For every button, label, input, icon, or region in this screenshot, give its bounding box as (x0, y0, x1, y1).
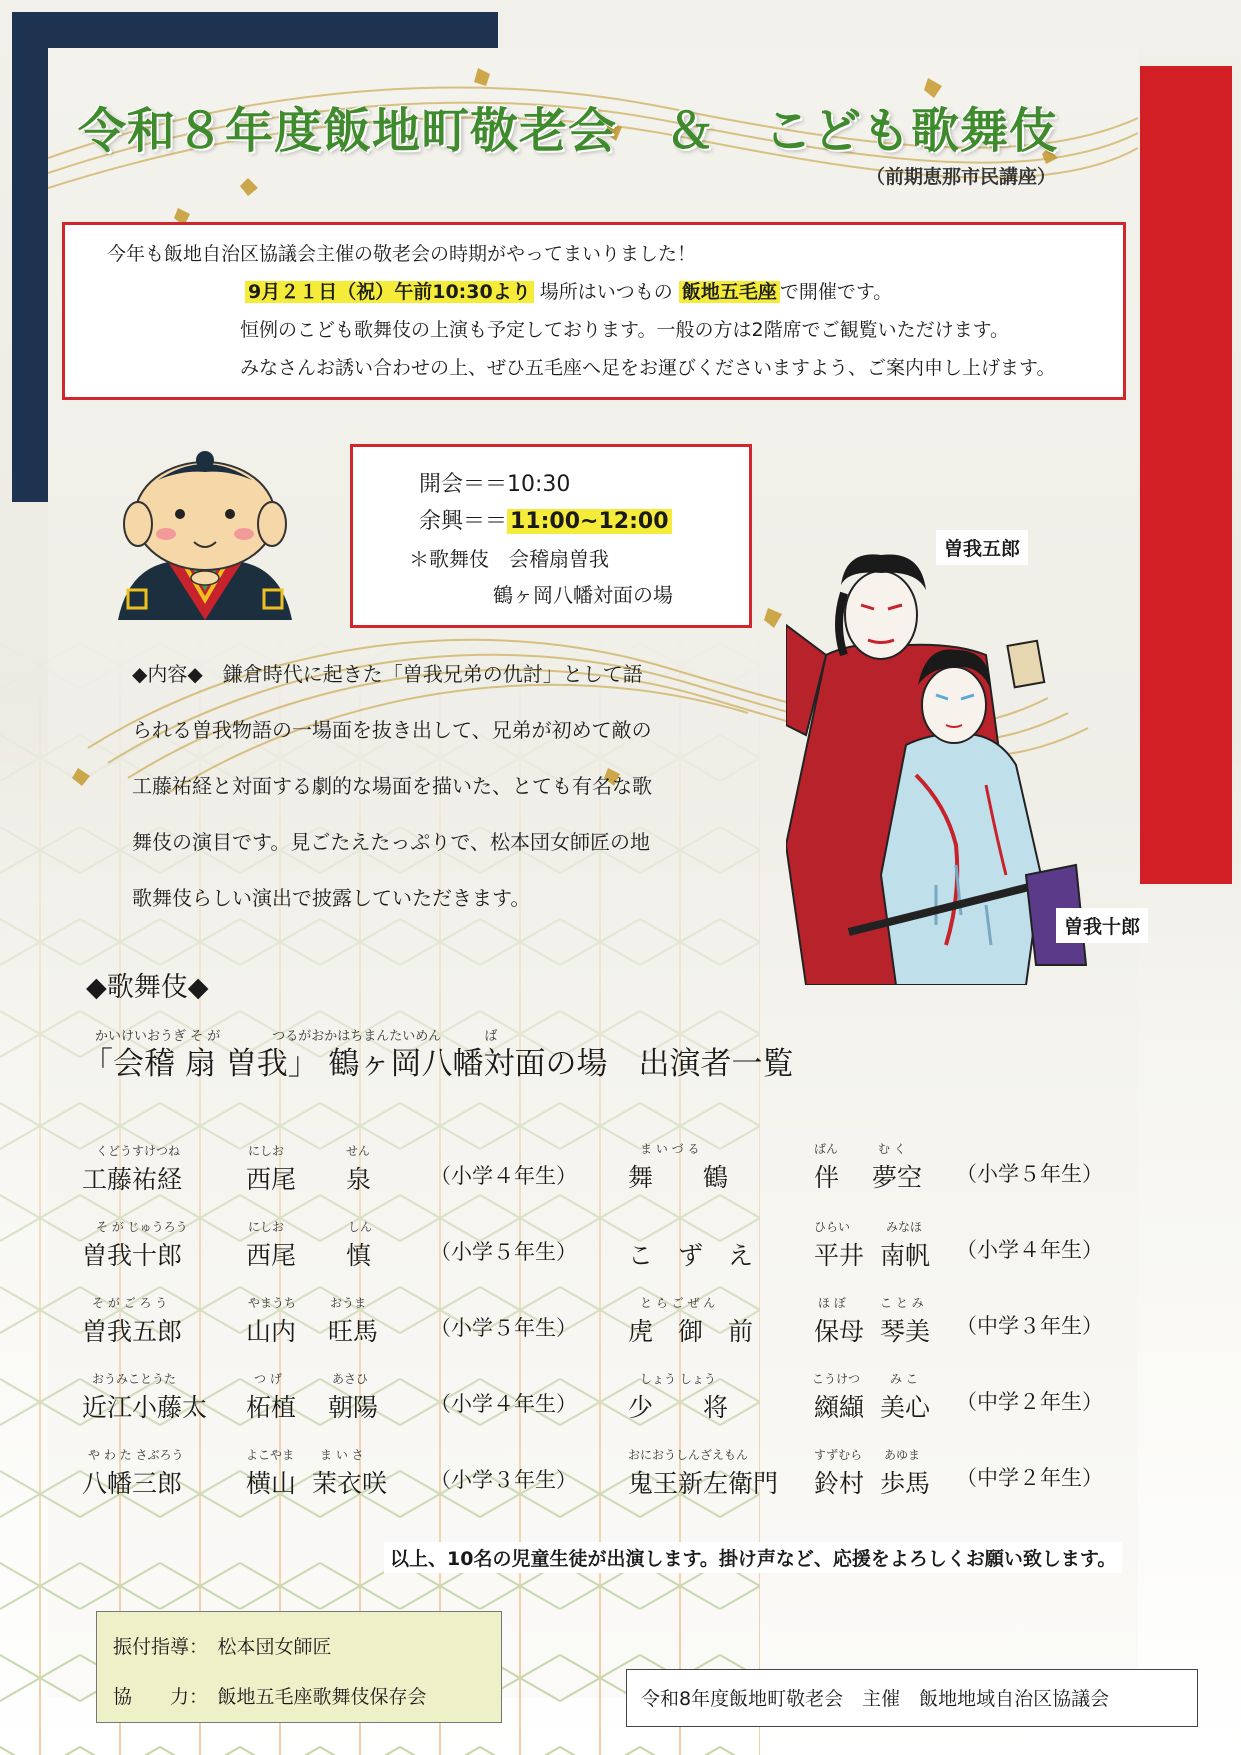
play-line-1: ＊歌舞伎 会稽扇曽我 (409, 547, 609, 571)
cast-family-ruby: ほ ぼ (818, 1296, 846, 1310)
cast-role: 八幡三郎 (82, 1469, 183, 1498)
cast-grade: （小学５年生） (956, 1162, 1103, 1186)
cast-given-ruby: あさひ (332, 1372, 369, 1386)
cast-given-name: 琴美 (880, 1317, 931, 1346)
cast-family-ruby: よこやま (246, 1448, 295, 1462)
cast-given-ruby: せん (346, 1144, 371, 1158)
content-line-4: 舞伎の演目です。見ごたえたっぷりで、松本団女師匠の地 (132, 830, 650, 854)
cast-role-ruby: そ が じゅうろう (96, 1220, 188, 1234)
cast-grade: （小学４年生） (430, 1392, 577, 1416)
intro-line-4: みなさんお誘い合わせの上、ぜひ五毛座へ足をお運びくださいますよう、ご案内申し上げます。 (240, 357, 1056, 379)
content-line-2: られる曽我物語の一場面を抜き出して、兄弟が初めて敵の (132, 718, 652, 742)
cast-role: 近江小藤太 (82, 1393, 208, 1422)
schedule-box (350, 444, 752, 628)
cast-family-name: 伴 (814, 1163, 840, 1192)
place-prefix: 場所はいつもの (539, 281, 673, 303)
cast-role: 曽我十郎 (82, 1241, 183, 1270)
fukusuke-doll-illustration (108, 450, 302, 626)
cast-role: 曽我五郎 (82, 1317, 183, 1346)
cast-family-ruby: やまうち (248, 1296, 297, 1310)
play-line-2: 鶴ヶ岡八幡対面の場 (493, 583, 673, 607)
cast-family-name: 平井 (814, 1241, 865, 1270)
cast-given-ruby: おうま (330, 1296, 367, 1310)
choreography-credit: 振付指導： 松本団女師匠 (113, 1636, 332, 1658)
cast-role-ruby: しょう しょう (640, 1372, 716, 1386)
intro-box (62, 222, 1126, 400)
date-highlight: 9月２１日（祝）午前10:30より (245, 281, 534, 303)
page-subtitle: （前期恵那市民講座） (866, 166, 1057, 188)
cast-family-ruby: つ げ (254, 1372, 282, 1386)
character-label-goro: 曽我五郎 (936, 530, 1028, 565)
organizer-text: 令和8年度飯地町敬老会 主催 飯地地域自治区協議会 (641, 1688, 1110, 1710)
cast-family-name: 横山 (246, 1469, 297, 1498)
character-label-juro: 曽我十郎 (1056, 908, 1148, 943)
cast-given-ruby: む く (878, 1142, 906, 1156)
intro-line-3: 恒例のこども歌舞伎の上演も予定しております。一般の方は2階席でご観覧いただけます。 (240, 319, 1010, 341)
organizer-box (626, 1669, 1198, 1727)
cast-family-name: 西尾 (246, 1165, 297, 1194)
cast-family-ruby: すずむら (814, 1448, 863, 1462)
cast-grade: （中学２年生） (956, 1466, 1103, 1490)
cast-grade: （中学３年生） (956, 1314, 1103, 1338)
cast-grade: （中学２年生） (956, 1390, 1103, 1414)
content-line-5: 歌舞伎らしい演出で披露していただきます。 (132, 886, 531, 910)
cast-given-ruby: あゆま (884, 1448, 921, 1462)
cast-given-ruby: み こ (890, 1372, 918, 1386)
cast-family-ruby: こうけつ (812, 1372, 861, 1386)
content-line-3: 工藤祐経と対面する劇的な場面を描いた、とても有名な歌 (132, 774, 652, 798)
cast-role: 鬼王新左衛門 (628, 1469, 779, 1498)
kabuki-heading: ◆歌舞伎◆ (86, 972, 209, 1003)
cast-family-ruby: ひらい (814, 1220, 851, 1234)
cast-role: 工藤祐経 (82, 1165, 183, 1194)
place-highlight: 飯地五毛座 (679, 281, 780, 303)
cast-given-name: 朝陽 (328, 1393, 379, 1422)
entertainment-line (419, 504, 672, 535)
cast-family-ruby: にしお (248, 1220, 285, 1234)
cast-grade: （小学５年生） (430, 1240, 577, 1264)
cast-family-name: 保母 (814, 1317, 865, 1346)
opening-time: 開会＝＝10:30 (419, 472, 571, 497)
cast-given-ruby: みなほ (886, 1220, 923, 1234)
cooperation-credit: 協 力： 飯地五毛座歌舞伎保存会 (113, 1686, 427, 1708)
cast-family-name: 鈴村 (814, 1469, 865, 1498)
cast-grade: （小学５年生） (430, 1316, 577, 1340)
cast-given-ruby: ま い さ (320, 1448, 364, 1462)
cast-role-ruby: おうみことうた (92, 1372, 177, 1386)
cast-given-name: 茉衣咲 (312, 1469, 388, 1498)
cast-role: 少 将 (628, 1393, 729, 1422)
cast-family-name: 西尾 (246, 1241, 297, 1270)
cast-role-ruby: ま い づ る (640, 1142, 700, 1156)
cast-role-ruby: おにおうしんざえもん (628, 1448, 749, 1462)
cast-role: こ ず え (628, 1241, 754, 1270)
cast-given-ruby: しん (348, 1220, 373, 1234)
red-side-bar (1140, 66, 1232, 884)
cast-grade: （小学４年生） (430, 1164, 577, 1188)
cast-family-name: 山内 (246, 1317, 297, 1346)
cast-role-ruby: や わ た さぶろう (88, 1448, 184, 1462)
cast-role: 虎 御 前 (628, 1317, 754, 1346)
entertainment-time: 11:00~12:00 (507, 509, 672, 534)
cast-grade: （小学４年生） (956, 1238, 1103, 1262)
cast-family-name: 纐纈 (814, 1393, 865, 1422)
place-suffix: で開催です。 (779, 281, 893, 303)
closing-message: 以上、10名の児童生徒が出演します。掛け声など、応援をよろしくお願い致します。 (384, 1542, 1122, 1573)
cast-role-ruby: そ が ご ろ う (92, 1296, 168, 1310)
cast-given-name: 旺馬 (328, 1317, 379, 1346)
intro-line-2 (245, 277, 892, 304)
cast-role-ruby: と ら ご ぜ ん (640, 1296, 716, 1310)
cast-given-name: 歩馬 (880, 1469, 931, 1498)
play-title: 「会稽 扇 曽我」 鶴ヶ岡八幡対面の場 出演者一覧 (82, 1046, 794, 1082)
cast-given-name: 慎 (346, 1241, 372, 1270)
cast-grade: （小学３年生） (430, 1468, 577, 1492)
cast-role-ruby: くどうすけつね (96, 1144, 181, 1158)
page-title: 令和８年度飯地町敬老会 ＆ こども歌舞伎 (78, 103, 1059, 159)
content-line-1: ◆内容◆ 鎌倉時代に起きた「曽我兄弟の仇討」として語 (132, 662, 643, 686)
cast-given-name: 夢空 (872, 1163, 923, 1192)
cast-role: 舞 鶴 (628, 1163, 729, 1192)
credits-box (96, 1611, 502, 1723)
play-title-ruby: かいけいおうぎ そ が つるがおかはちまんたいめん ば (95, 1029, 498, 1044)
cast-given-name: 美心 (880, 1393, 931, 1422)
intro-line-1: 今年も飯地自治区協議会主催の敬老会の時期がやってまいりました！ (107, 243, 697, 265)
cast-given-name: 泉 (346, 1165, 372, 1194)
cast-given-ruby: こ と み (880, 1296, 924, 1310)
cast-family-ruby: ばん (814, 1142, 839, 1156)
cast-family-name: 柘植 (246, 1393, 297, 1422)
cast-given-name: 南帆 (880, 1241, 931, 1270)
cast-family-ruby: にしお (248, 1144, 285, 1158)
entertainment-label: 余興＝＝ (419, 509, 508, 534)
